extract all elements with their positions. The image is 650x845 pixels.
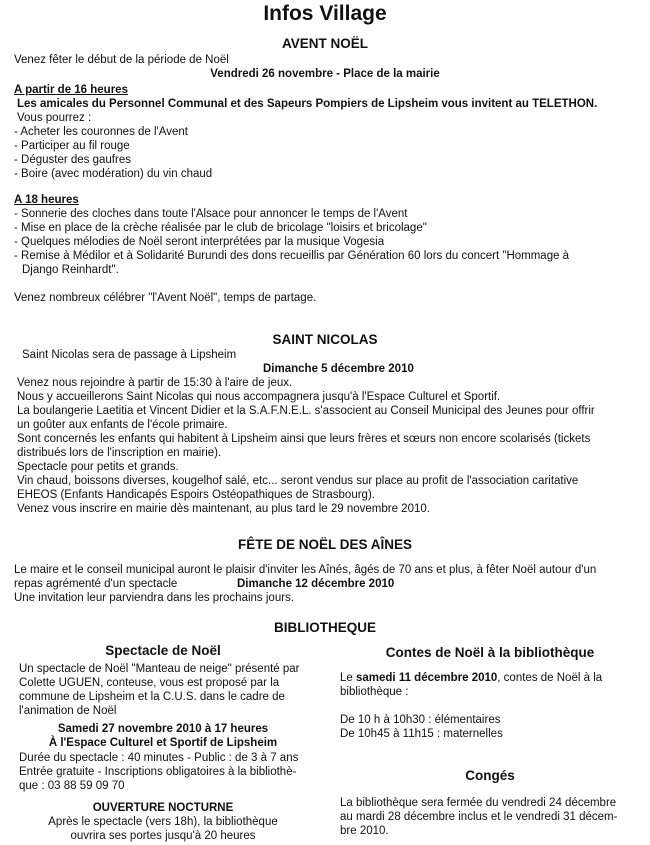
list-item: - Sonnerie des cloches dans toute l'Alsace pour annoncer le temps de l'Avent — [14, 208, 408, 220]
nocturne-line: ouvrira ses portes jusqu'à 20 heures — [70, 830, 256, 842]
nicolas-date: Dimanche 5 décembre 2010 — [263, 363, 414, 375]
avent-closing: Venez nombreux célébrer "l'Avent Noël", temps de partage. — [14, 292, 317, 304]
nicolas-intro: Saint Nicolas sera de passage à Lipsheim — [22, 349, 237, 361]
aines-line: Le maire et le conseil municipal auront le plaisir d'inviter les Aînés, âgés de 70 ans et plus, à fêter Noël autour d'un — [14, 564, 597, 576]
contes-line-post: , contes de Noël à la — [497, 672, 603, 684]
nocturne-heading: OUVERTURE NOCTURNE — [92, 802, 234, 814]
spectacle-line: l'animation de Noël — [19, 705, 117, 717]
aines-line: repas agrémenté d'un spectacle — [14, 578, 178, 590]
avent-heading: AVENT NOËL — [281, 36, 368, 51]
list-item: - Boire (avec modération) du vin chaud — [14, 168, 213, 180]
spectacle-detail: que : 03 88 59 09 70 — [19, 780, 125, 792]
spectacle-heading: Spectacle de Noël — [105, 643, 221, 658]
nicolas-line: Venez nous rejoindre à partir de 15:30 à l'aire de jeux. — [17, 377, 293, 389]
avent-18h-heading: A 18 heures — [14, 194, 79, 206]
contes-time: De 10h45 à 11h15 : maternelles — [340, 728, 503, 740]
conges-line: La bibliothèque sera fermée du vendredi 24 décembre — [340, 797, 617, 809]
bibliotheque-heading: BIBLIOTHEQUE — [273, 620, 376, 635]
nicolas-line: Vin chaud, boissons diverses, kougelhof salé, etc... seront vendus sur place au profit de l'association caritative — [17, 475, 579, 487]
conges-heading: Congés — [465, 768, 515, 783]
spectacle-line: Colette UGUEN, conteuse, vous est proposé par la — [19, 677, 280, 689]
nicolas-line: Venez vous inscrire en mairie dès maintenant, au plus tard le 29 novembre 2010. — [17, 503, 430, 515]
spectacle-place: À l'Espace Culturel et Sportif de Lipsheim — [48, 737, 278, 749]
nocturne-line: Après le spectacle (vers 18h), la bibliothèque — [48, 816, 278, 828]
spectacle-line: commune de Lipsheim et la C.U.S. dans le cadre de — [19, 691, 285, 703]
avent-16h-lead: Les amicales du Personnel Communal et des Sapeurs Pompiers de Lipsheim vous invitent au TELETHON. — [17, 98, 598, 110]
list-item: - Participer au fil rouge — [14, 140, 130, 152]
conges-line: au mardi 28 décembre inclus et le vendredi 31 décem- — [340, 811, 618, 823]
list-item: - Acheter les couronnes de l'Avent — [14, 126, 188, 138]
list-item: - Quelques mélodies de Noël seront interprétées par la musique Vogesia — [14, 236, 385, 248]
conges-line: bre 2010. — [340, 825, 389, 837]
nicolas-line: Sont concernés les enfants qui habitent à Lipsheim ainsi que leurs frères et sœurs non encore scolarisés (tickets — [17, 433, 591, 445]
list-item: - Remise à Médilor et à Solidarité Burundi des dons recueillis par Génération 60 lors du concert "Hommage à — [14, 250, 570, 262]
spectacle-date: Samedi 27 novembre 2010 à 17 heures — [57, 723, 269, 735]
nicolas-line: La boulangerie Laetitia et Vincent Didier et la S.A.F.N.E.L. s'associent au Conseil Municipal des Jeunes pour offrir — [17, 405, 595, 417]
contes-line: bibliothèque : — [340, 686, 409, 698]
avent-date: Vendredi 26 novembre - Place de la mairie — [210, 68, 440, 80]
avent-16h-pouvez: Vous pourrez : — [17, 112, 92, 124]
nicolas-line: Spectacle pour petits et grands. — [17, 461, 179, 473]
aines-line: Une invitation leur parviendra dans les prochains jours. — [14, 592, 294, 604]
spectacle-detail: Entrée gratuite - Inscriptions obligatoires à la bibliothè- — [19, 766, 297, 778]
aines-date: Dimanche 12 décembre 2010 — [237, 578, 395, 590]
contes-heading: Contes de Noël à la bibliothèque — [385, 645, 595, 660]
nicolas-line: distribués lors de l'inscription en mairie). — [17, 447, 222, 459]
nicolas-heading: SAINT NICOLAS — [272, 332, 378, 347]
nicolas-line: Nous y accueillerons Saint Nicolas qui nous accompagnera jusqu'à l'Espace Culturel et Sportif. — [17, 391, 501, 403]
spectacle-line: Un spectacle de Noël "Manteau de neige" présenté par — [19, 663, 300, 675]
page-title: Infos Village — [263, 2, 387, 25]
nicolas-line: EHEOS (Enfants Handicapés Espoirs Ostéopathiques de Strasbourg). — [17, 489, 375, 501]
contes-date: samedi 11 décembre 2010 — [356, 672, 498, 684]
aines-heading: FÊTE DE NOËL DES AÎNES — [237, 537, 413, 552]
nicolas-line: un goûter aux enfants de l'école primaire. — [17, 419, 228, 431]
spectacle-detail: Durée du spectacle : 40 minutes - Public : de 3 à 7 ans — [19, 752, 299, 764]
contes-line — [340, 671, 602, 685]
contes-time: De 10 h à 10h30 : élémentaires — [340, 714, 501, 726]
list-item: - Déguster des gaufres — [14, 154, 131, 166]
avent-intro: Venez fêter le début de la période de Noël — [14, 54, 229, 66]
avent-16h-heading: A partir de 16 heures — [14, 84, 128, 96]
contes-line-pre: Le — [340, 672, 353, 684]
list-item: - Mise en place de la crèche réalisée par le club de bricolage "loisirs et bricolage" — [14, 222, 427, 234]
list-item-continuation: Django Reinhardt". — [22, 264, 119, 276]
